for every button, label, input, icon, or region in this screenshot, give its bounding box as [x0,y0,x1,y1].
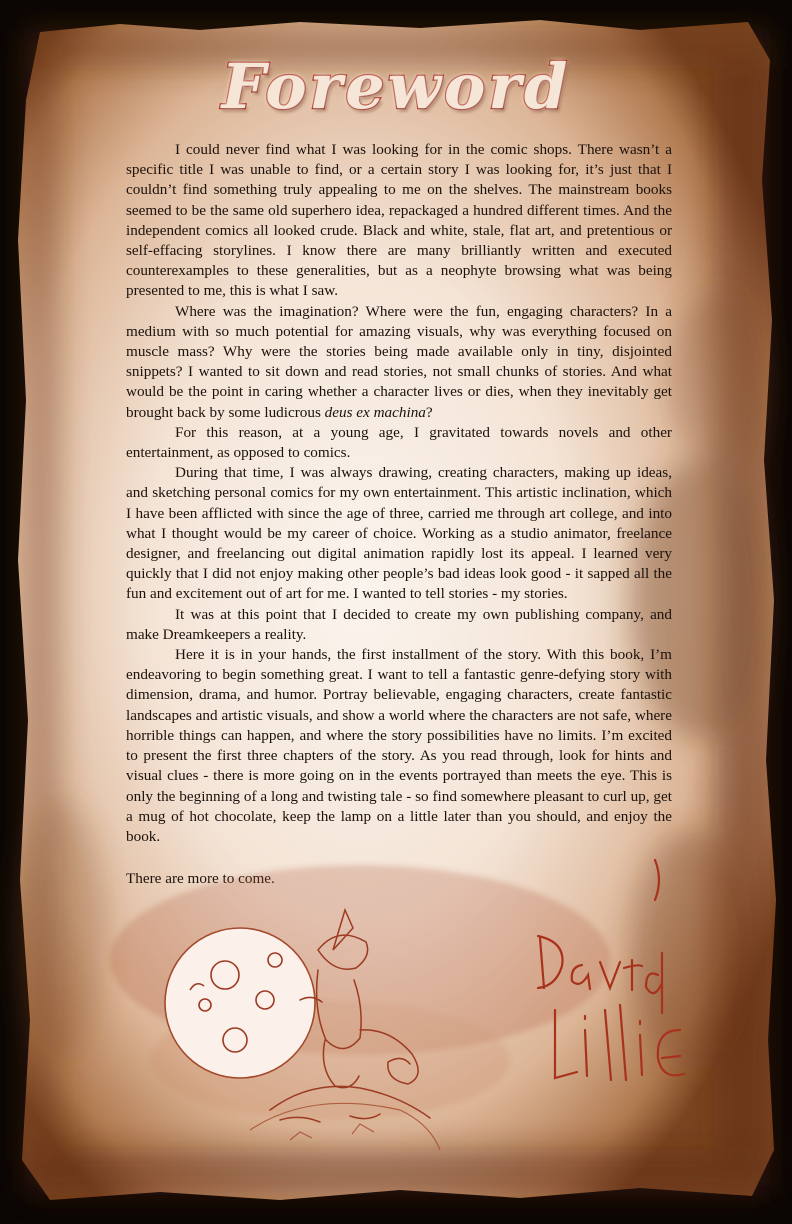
paragraph-2-suffix: ? [425,403,433,421]
italic-phrase: deus ex machina [324,403,426,421]
paragraph-4: During that time, I was always drawing, creating characters, making up ideas, and sketching personal comics for my own entertainment. This artistic inclination, which I have been afflicted with since the age of three, carried me through art college, and into what I thought would be my career of choice. Working as a studio animator, freelance designer, and freelancing out digital animation rapidly lost its appeal. I learned very quickly that I did not enjoy making other people’s bad ideas look good - it sapped all the fun and excitement out of art for me. I wanted to tell stories - my stories. [126,464,672,603]
paragraph-3: For this reason, at a young age, I gravitated towards novels and other entertainment, as opposed to comics. [126,423,672,462]
foreword-title: Foreword [221,50,571,123]
paragraph-2-text: Where was the imagination? Where were the fun, engaging characters? In a medium with so much potential for amazing visuals, why was everything focused on muscle mass? Why were the stories being made available only in tiny, disjointed snippets? I wanted to sit down and read stories, not small chunks of stories. And what would be the point in caring whether a character lives or dies, when they inevitably get brought back by some ludicrous [126,302,672,421]
paragraph-5: It was at this point that I decided to create my own publishing company, and make Dreamkeepers a reality. [126,605,672,643]
paragraph-1: I could never find what I was looking for in the comic shops. There wasn’t a specific title I was unable to find, or a certain story I was looking for, it’s just that I couldn’t find something truly appealing to me on the shelves. The mainstream books seemed to be the same old superhero idea, repackaged a hundred different times. And the independent comics all looked crude. Black and white, stale, flat art, and pretentious or self-effacing storylines. I know there are many brilliantly written and executed counterexamples to these generalities, but as a neophyte browsing what was being presented to me, this is what I saw. [126,141,672,300]
closing-line: There are more to come. [126,870,275,888]
paragraph-6: Here it is in your hands, the first installment of the story. With this book, I’m endeavoring to begin something great. I want to tell a fantastic genre-defying story with dimension, drama, and humor. Portray believable, engaging characters, create fantastic landscapes and artistic visuals, and show a world where the characters are not safe, where horrible things can happen, and where the story possibilities have no limits. I’m excited to present the first three chapters of the story. As you read through, look for hints and visual clues - there is more going on in the events portrayed than meets the eye. This is only the beginning of a long and twisting tale - so find somewhere pleasant to curl up, get a mug of hot chocolate, keep the lamp on a little later than you should, and enjoy the book. [126,646,672,845]
